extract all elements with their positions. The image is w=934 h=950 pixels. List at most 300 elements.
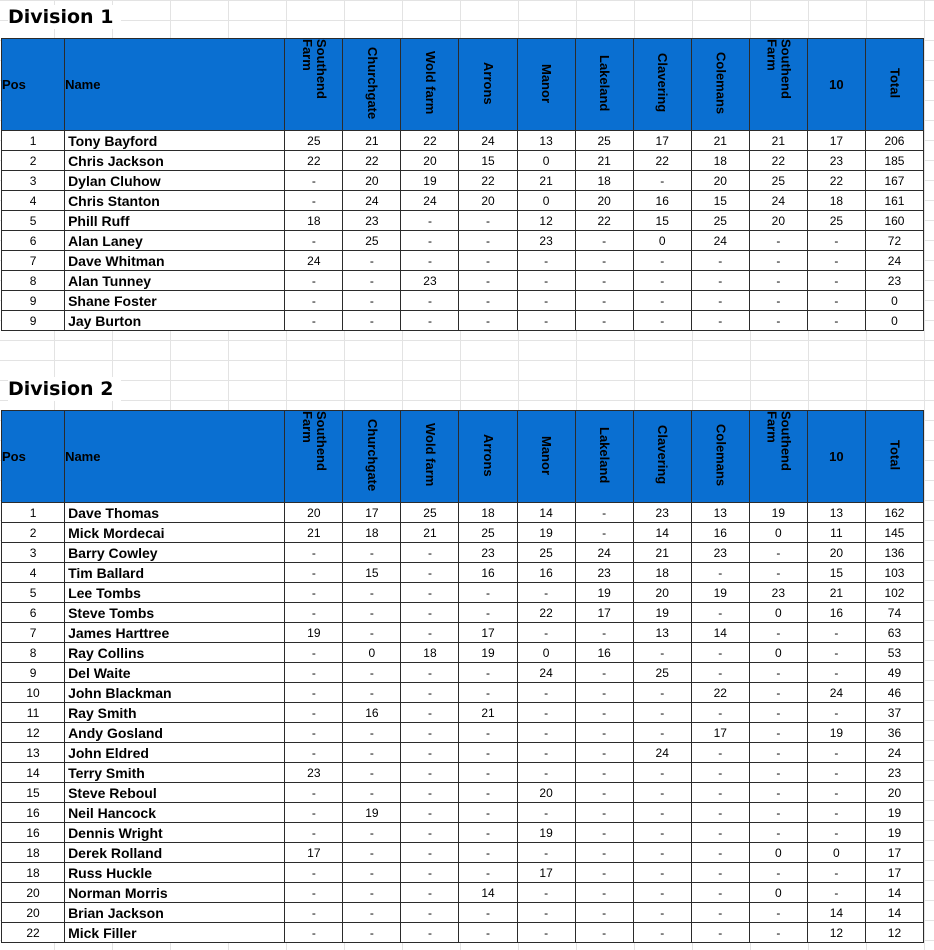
name-cell[interactable]: John Blackman xyxy=(65,683,285,703)
score-cell[interactable]: 24 xyxy=(691,231,749,251)
score-cell[interactable]: - xyxy=(401,231,459,251)
total-cell[interactable]: 17 xyxy=(865,863,923,883)
score-cell[interactable]: 0 xyxy=(343,643,401,663)
total-cell[interactable]: 24 xyxy=(865,251,923,271)
score-cell[interactable]: - xyxy=(285,563,343,583)
score-cell[interactable]: - xyxy=(459,311,517,331)
score-cell[interactable]: - xyxy=(749,251,807,271)
score-cell[interactable]: 14 xyxy=(633,523,691,543)
score-cell[interactable]: - xyxy=(633,823,691,843)
score-cell[interactable]: - xyxy=(575,743,633,763)
score-cell[interactable]: - xyxy=(401,563,459,583)
score-cell[interactable]: - xyxy=(691,311,749,331)
score-cell[interactable]: - xyxy=(633,803,691,823)
name-cell[interactable]: Shane Foster xyxy=(65,291,285,311)
score-cell[interactable]: - xyxy=(459,583,517,603)
score-cell[interactable]: - xyxy=(285,863,343,883)
score-cell[interactable]: 20 xyxy=(285,503,343,523)
score-cell[interactable]: 14 xyxy=(807,903,865,923)
score-cell[interactable]: - xyxy=(575,923,633,943)
total-cell[interactable]: 19 xyxy=(865,823,923,843)
score-cell[interactable]: - xyxy=(343,623,401,643)
score-cell[interactable]: - xyxy=(749,291,807,311)
score-cell[interactable]: - xyxy=(691,743,749,763)
score-cell[interactable]: - xyxy=(749,823,807,843)
total-cell[interactable]: 19 xyxy=(865,803,923,823)
name-cell[interactable]: James Harttree xyxy=(65,623,285,643)
total-cell[interactable]: 136 xyxy=(865,543,923,563)
score-cell[interactable]: 12 xyxy=(517,211,575,231)
score-cell[interactable]: 13 xyxy=(807,503,865,523)
name-cell[interactable]: Tim Ballard xyxy=(65,563,285,583)
score-cell[interactable]: - xyxy=(633,843,691,863)
score-cell[interactable]: - xyxy=(633,863,691,883)
score-cell[interactable]: - xyxy=(459,843,517,863)
score-cell[interactable]: 22 xyxy=(575,211,633,231)
pos-cell[interactable]: 20 xyxy=(2,883,65,903)
score-cell[interactable]: - xyxy=(633,903,691,923)
score-cell[interactable]: - xyxy=(691,783,749,803)
score-cell[interactable]: - xyxy=(691,763,749,783)
score-cell[interactable]: - xyxy=(285,643,343,663)
score-cell[interactable]: - xyxy=(807,863,865,883)
score-cell[interactable]: 16 xyxy=(691,523,749,543)
pos-cell[interactable]: 4 xyxy=(2,191,65,211)
score-cell[interactable]: - xyxy=(343,311,401,331)
score-cell[interactable]: 22 xyxy=(807,171,865,191)
pos-cell[interactable]: 12 xyxy=(2,723,65,743)
score-cell[interactable]: 14 xyxy=(517,503,575,523)
score-cell[interactable]: 17 xyxy=(575,603,633,623)
score-cell[interactable]: 20 xyxy=(575,191,633,211)
score-cell[interactable]: - xyxy=(691,883,749,903)
score-cell[interactable]: - xyxy=(691,251,749,271)
score-cell[interactable]: 17 xyxy=(459,623,517,643)
total-cell[interactable]: 74 xyxy=(865,603,923,623)
score-cell[interactable]: 13 xyxy=(633,623,691,643)
score-cell[interactable]: - xyxy=(401,291,459,311)
score-cell[interactable]: 25 xyxy=(459,523,517,543)
name-cell[interactable]: Alan Laney xyxy=(65,231,285,251)
score-cell[interactable]: 0 xyxy=(749,603,807,623)
score-cell[interactable]: 22 xyxy=(459,171,517,191)
score-cell[interactable]: - xyxy=(575,503,633,523)
score-cell[interactable]: - xyxy=(459,251,517,271)
score-cell[interactable]: - xyxy=(691,923,749,943)
score-cell[interactable]: 21 xyxy=(401,523,459,543)
score-cell[interactable]: 25 xyxy=(807,211,865,231)
score-cell[interactable]: 19 xyxy=(749,503,807,523)
score-cell[interactable]: - xyxy=(749,563,807,583)
score-cell[interactable]: 0 xyxy=(749,843,807,863)
score-cell[interactable]: - xyxy=(691,291,749,311)
score-cell[interactable]: 13 xyxy=(691,503,749,523)
score-cell[interactable]: 25 xyxy=(401,503,459,523)
score-cell[interactable]: 17 xyxy=(633,131,691,151)
score-cell[interactable]: - xyxy=(691,271,749,291)
total-cell[interactable]: 14 xyxy=(865,903,923,923)
score-cell[interactable]: - xyxy=(343,683,401,703)
score-cell[interactable]: 22 xyxy=(633,151,691,171)
name-cell[interactable]: Andy Gosland xyxy=(65,723,285,743)
score-cell[interactable]: 13 xyxy=(517,131,575,151)
score-cell[interactable]: 19 xyxy=(633,603,691,623)
score-cell[interactable]: 23 xyxy=(575,563,633,583)
score-cell[interactable]: 18 xyxy=(807,191,865,211)
score-cell[interactable]: - xyxy=(575,863,633,883)
score-cell[interactable]: - xyxy=(691,823,749,843)
score-cell[interactable]: 18 xyxy=(343,523,401,543)
score-cell[interactable]: - xyxy=(459,803,517,823)
total-cell[interactable]: 0 xyxy=(865,311,923,331)
score-cell[interactable]: - xyxy=(459,271,517,291)
pos-cell[interactable]: 7 xyxy=(2,251,65,271)
score-cell[interactable]: - xyxy=(807,623,865,643)
score-cell[interactable]: - xyxy=(343,271,401,291)
score-cell[interactable]: - xyxy=(401,803,459,823)
score-cell[interactable]: - xyxy=(401,763,459,783)
score-cell[interactable]: - xyxy=(749,683,807,703)
score-cell[interactable]: 17 xyxy=(285,843,343,863)
pos-cell[interactable]: 13 xyxy=(2,743,65,763)
total-cell[interactable]: 72 xyxy=(865,231,923,251)
score-cell[interactable]: - xyxy=(807,663,865,683)
score-cell[interactable]: - xyxy=(459,903,517,923)
score-cell[interactable]: - xyxy=(343,763,401,783)
score-cell[interactable]: - xyxy=(575,783,633,803)
score-cell[interactable]: - xyxy=(749,923,807,943)
score-cell[interactable]: 24 xyxy=(343,191,401,211)
score-cell[interactable]: 21 xyxy=(691,131,749,151)
score-cell[interactable]: - xyxy=(807,763,865,783)
total-cell[interactable]: 63 xyxy=(865,623,923,643)
score-cell[interactable]: 20 xyxy=(343,171,401,191)
score-cell[interactable]: 18 xyxy=(575,171,633,191)
score-cell[interactable]: 15 xyxy=(343,563,401,583)
score-cell[interactable]: 23 xyxy=(401,271,459,291)
score-cell[interactable]: - xyxy=(749,703,807,723)
score-cell[interactable]: 24 xyxy=(633,743,691,763)
name-cell[interactable]: Dennis Wright xyxy=(65,823,285,843)
score-cell[interactable]: - xyxy=(285,543,343,563)
score-cell[interactable]: - xyxy=(517,583,575,603)
score-cell[interactable]: - xyxy=(749,903,807,923)
score-cell[interactable]: - xyxy=(749,863,807,883)
score-cell[interactable]: - xyxy=(343,543,401,563)
score-cell[interactable]: 19 xyxy=(343,803,401,823)
score-cell[interactable]: 16 xyxy=(343,703,401,723)
score-cell[interactable]: 25 xyxy=(517,543,575,563)
total-cell[interactable]: 161 xyxy=(865,191,923,211)
total-cell[interactable]: 17 xyxy=(865,843,923,863)
name-cell[interactable]: Norman Morris xyxy=(65,883,285,903)
pos-cell[interactable]: 11 xyxy=(2,703,65,723)
score-cell[interactable]: - xyxy=(285,923,343,943)
name-cell[interactable]: John Eldred xyxy=(65,743,285,763)
score-cell[interactable]: 21 xyxy=(633,543,691,563)
score-cell[interactable]: - xyxy=(401,723,459,743)
score-cell[interactable]: - xyxy=(749,803,807,823)
score-cell[interactable]: - xyxy=(575,763,633,783)
score-cell[interactable]: 19 xyxy=(285,623,343,643)
score-cell[interactable]: 16 xyxy=(575,643,633,663)
score-cell[interactable]: 11 xyxy=(807,523,865,543)
pos-cell[interactable]: 16 xyxy=(2,803,65,823)
score-cell[interactable]: - xyxy=(401,251,459,271)
score-cell[interactable]: - xyxy=(575,723,633,743)
score-cell[interactable]: - xyxy=(459,231,517,251)
total-cell[interactable]: 162 xyxy=(865,503,923,523)
score-cell[interactable]: 19 xyxy=(807,723,865,743)
score-cell[interactable]: 14 xyxy=(691,623,749,643)
score-cell[interactable]: 0 xyxy=(807,843,865,863)
score-cell[interactable]: - xyxy=(517,623,575,643)
score-cell[interactable]: 17 xyxy=(691,723,749,743)
name-cell[interactable]: Alan Tunney xyxy=(65,271,285,291)
score-cell[interactable]: - xyxy=(691,863,749,883)
score-cell[interactable]: - xyxy=(807,643,865,663)
score-cell[interactable]: - xyxy=(807,823,865,843)
score-cell[interactable]: - xyxy=(517,743,575,763)
score-cell[interactable]: 20 xyxy=(633,583,691,603)
name-cell[interactable]: Chris Stanton xyxy=(65,191,285,211)
score-cell[interactable]: - xyxy=(401,603,459,623)
score-cell[interactable]: - xyxy=(517,703,575,723)
name-cell[interactable]: Dave Whitman xyxy=(65,251,285,271)
score-cell[interactable]: - xyxy=(401,783,459,803)
total-cell[interactable]: 0 xyxy=(865,291,923,311)
score-cell[interactable]: 18 xyxy=(401,643,459,663)
score-cell[interactable]: 19 xyxy=(459,643,517,663)
pos-cell[interactable]: 9 xyxy=(2,663,65,683)
score-cell[interactable]: 0 xyxy=(517,643,575,663)
score-cell[interactable]: - xyxy=(343,663,401,683)
name-cell[interactable]: Terry Smith xyxy=(65,763,285,783)
pos-cell[interactable]: 22 xyxy=(2,923,65,943)
score-cell[interactable]: - xyxy=(633,171,691,191)
total-cell[interactable]: 46 xyxy=(865,683,923,703)
name-cell[interactable]: Del Waite xyxy=(65,663,285,683)
score-cell[interactable]: 25 xyxy=(633,663,691,683)
score-cell[interactable]: 25 xyxy=(749,171,807,191)
score-cell[interactable]: - xyxy=(807,783,865,803)
score-cell[interactable]: - xyxy=(517,311,575,331)
score-cell[interactable]: - xyxy=(401,683,459,703)
score-cell[interactable]: - xyxy=(401,843,459,863)
score-cell[interactable]: - xyxy=(401,883,459,903)
score-cell[interactable]: - xyxy=(633,271,691,291)
score-cell[interactable]: - xyxy=(285,583,343,603)
score-cell[interactable]: - xyxy=(343,743,401,763)
score-cell[interactable]: 24 xyxy=(575,543,633,563)
score-cell[interactable]: - xyxy=(633,643,691,663)
score-cell[interactable]: 23 xyxy=(517,231,575,251)
score-cell[interactable]: - xyxy=(459,783,517,803)
score-cell[interactable]: - xyxy=(285,903,343,923)
score-cell[interactable]: - xyxy=(691,903,749,923)
score-cell[interactable]: - xyxy=(285,603,343,623)
score-cell[interactable]: - xyxy=(517,903,575,923)
score-cell[interactable]: 21 xyxy=(749,131,807,151)
score-cell[interactable]: - xyxy=(633,723,691,743)
score-cell[interactable]: - xyxy=(691,843,749,863)
total-cell[interactable]: 14 xyxy=(865,883,923,903)
score-cell[interactable]: - xyxy=(633,783,691,803)
score-cell[interactable]: 20 xyxy=(691,171,749,191)
score-cell[interactable]: - xyxy=(749,231,807,251)
score-cell[interactable]: - xyxy=(749,763,807,783)
score-cell[interactable]: - xyxy=(691,563,749,583)
score-cell[interactable]: 21 xyxy=(517,171,575,191)
name-cell[interactable]: Phill Ruff xyxy=(65,211,285,231)
total-cell[interactable]: 23 xyxy=(865,763,923,783)
score-cell[interactable]: 22 xyxy=(691,683,749,703)
score-cell[interactable]: 17 xyxy=(343,503,401,523)
score-cell[interactable]: - xyxy=(691,803,749,823)
total-cell[interactable]: 185 xyxy=(865,151,923,171)
score-cell[interactable]: 23 xyxy=(633,503,691,523)
score-cell[interactable]: - xyxy=(807,803,865,823)
score-cell[interactable]: - xyxy=(401,823,459,843)
score-cell[interactable]: 16 xyxy=(807,603,865,623)
score-cell[interactable]: 17 xyxy=(807,131,865,151)
score-cell[interactable]: - xyxy=(517,843,575,863)
score-cell[interactable]: - xyxy=(749,271,807,291)
score-cell[interactable]: - xyxy=(401,663,459,683)
score-cell[interactable]: 24 xyxy=(807,683,865,703)
score-cell[interactable]: 0 xyxy=(749,523,807,543)
score-cell[interactable]: - xyxy=(633,923,691,943)
score-cell[interactable]: - xyxy=(285,663,343,683)
total-cell[interactable]: 145 xyxy=(865,523,923,543)
name-cell[interactable]: Ray Collins xyxy=(65,643,285,663)
score-cell[interactable]: - xyxy=(285,231,343,251)
score-cell[interactable]: - xyxy=(343,291,401,311)
score-cell[interactable]: 19 xyxy=(517,523,575,543)
score-cell[interactable]: - xyxy=(401,583,459,603)
score-cell[interactable]: - xyxy=(401,211,459,231)
score-cell[interactable]: - xyxy=(459,723,517,743)
score-cell[interactable]: 23 xyxy=(691,543,749,563)
score-cell[interactable]: 19 xyxy=(575,583,633,603)
score-cell[interactable]: - xyxy=(575,231,633,251)
score-cell[interactable]: - xyxy=(575,823,633,843)
pos-cell[interactable]: 4 xyxy=(2,563,65,583)
score-cell[interactable]: - xyxy=(459,211,517,231)
score-cell[interactable]: - xyxy=(401,543,459,563)
score-cell[interactable]: - xyxy=(343,863,401,883)
score-cell[interactable]: - xyxy=(575,311,633,331)
pos-cell[interactable]: 3 xyxy=(2,171,65,191)
score-cell[interactable]: - xyxy=(633,311,691,331)
score-cell[interactable]: 18 xyxy=(633,563,691,583)
score-cell[interactable]: - xyxy=(691,643,749,663)
name-cell[interactable]: Lee Tombs xyxy=(65,583,285,603)
score-cell[interactable]: - xyxy=(517,271,575,291)
score-cell[interactable]: 22 xyxy=(343,151,401,171)
score-cell[interactable]: 23 xyxy=(459,543,517,563)
score-cell[interactable]: 25 xyxy=(343,231,401,251)
score-cell[interactable]: 21 xyxy=(459,703,517,723)
score-cell[interactable]: - xyxy=(749,623,807,643)
name-cell[interactable]: Russ Huckle xyxy=(65,863,285,883)
score-cell[interactable]: - xyxy=(285,271,343,291)
score-cell[interactable]: - xyxy=(459,603,517,623)
score-cell[interactable]: - xyxy=(517,291,575,311)
score-cell[interactable]: - xyxy=(343,723,401,743)
score-cell[interactable]: 20 xyxy=(517,783,575,803)
score-cell[interactable]: 19 xyxy=(401,171,459,191)
score-cell[interactable]: 23 xyxy=(807,151,865,171)
pos-cell[interactable]: 8 xyxy=(2,643,65,663)
score-cell[interactable]: - xyxy=(807,251,865,271)
pos-cell[interactable]: 2 xyxy=(2,151,65,171)
pos-cell[interactable]: 10 xyxy=(2,683,65,703)
pos-cell[interactable]: 2 xyxy=(2,523,65,543)
pos-cell[interactable]: 18 xyxy=(2,843,65,863)
score-cell[interactable]: - xyxy=(285,171,343,191)
score-cell[interactable]: 0 xyxy=(749,883,807,903)
score-cell[interactable]: - xyxy=(575,883,633,903)
name-cell[interactable]: Steve Reboul xyxy=(65,783,285,803)
pos-cell[interactable]: 18 xyxy=(2,863,65,883)
total-cell[interactable]: 103 xyxy=(865,563,923,583)
score-cell[interactable]: - xyxy=(575,523,633,543)
score-cell[interactable]: - xyxy=(401,903,459,923)
score-cell[interactable]: - xyxy=(807,231,865,251)
score-cell[interactable]: - xyxy=(575,623,633,643)
score-cell[interactable]: - xyxy=(575,291,633,311)
score-cell[interactable]: - xyxy=(807,883,865,903)
pos-cell[interactable]: 9 xyxy=(2,291,65,311)
total-cell[interactable]: 160 xyxy=(865,211,923,231)
pos-cell[interactable]: 5 xyxy=(2,583,65,603)
score-cell[interactable]: 21 xyxy=(575,151,633,171)
score-cell[interactable]: 0 xyxy=(517,151,575,171)
score-cell[interactable]: - xyxy=(343,783,401,803)
score-cell[interactable]: 23 xyxy=(343,211,401,231)
score-cell[interactable]: 17 xyxy=(517,863,575,883)
score-cell[interactable]: 25 xyxy=(575,131,633,151)
score-cell[interactable]: - xyxy=(343,903,401,923)
score-cell[interactable]: - xyxy=(749,783,807,803)
score-cell[interactable]: - xyxy=(343,583,401,603)
score-cell[interactable]: 15 xyxy=(633,211,691,231)
score-cell[interactable]: - xyxy=(749,311,807,331)
score-cell[interactable]: - xyxy=(401,863,459,883)
score-cell[interactable]: - xyxy=(401,703,459,723)
score-cell[interactable]: - xyxy=(459,683,517,703)
name-cell[interactable]: Dave Thomas xyxy=(65,503,285,523)
score-cell[interactable]: 15 xyxy=(691,191,749,211)
score-cell[interactable]: 24 xyxy=(517,663,575,683)
score-cell[interactable]: - xyxy=(633,703,691,723)
score-cell[interactable]: - xyxy=(517,923,575,943)
total-cell[interactable]: 102 xyxy=(865,583,923,603)
score-cell[interactable]: - xyxy=(575,683,633,703)
score-cell[interactable]: - xyxy=(633,763,691,783)
score-cell[interactable]: - xyxy=(285,191,343,211)
score-cell[interactable]: - xyxy=(633,683,691,703)
score-cell[interactable]: - xyxy=(459,823,517,843)
total-cell[interactable]: 12 xyxy=(865,923,923,943)
score-cell[interactable]: 21 xyxy=(343,131,401,151)
score-cell[interactable]: - xyxy=(459,743,517,763)
score-cell[interactable]: - xyxy=(401,743,459,763)
pos-cell[interactable]: 16 xyxy=(2,823,65,843)
pos-cell[interactable]: 1 xyxy=(2,131,65,151)
score-cell[interactable]: - xyxy=(459,863,517,883)
